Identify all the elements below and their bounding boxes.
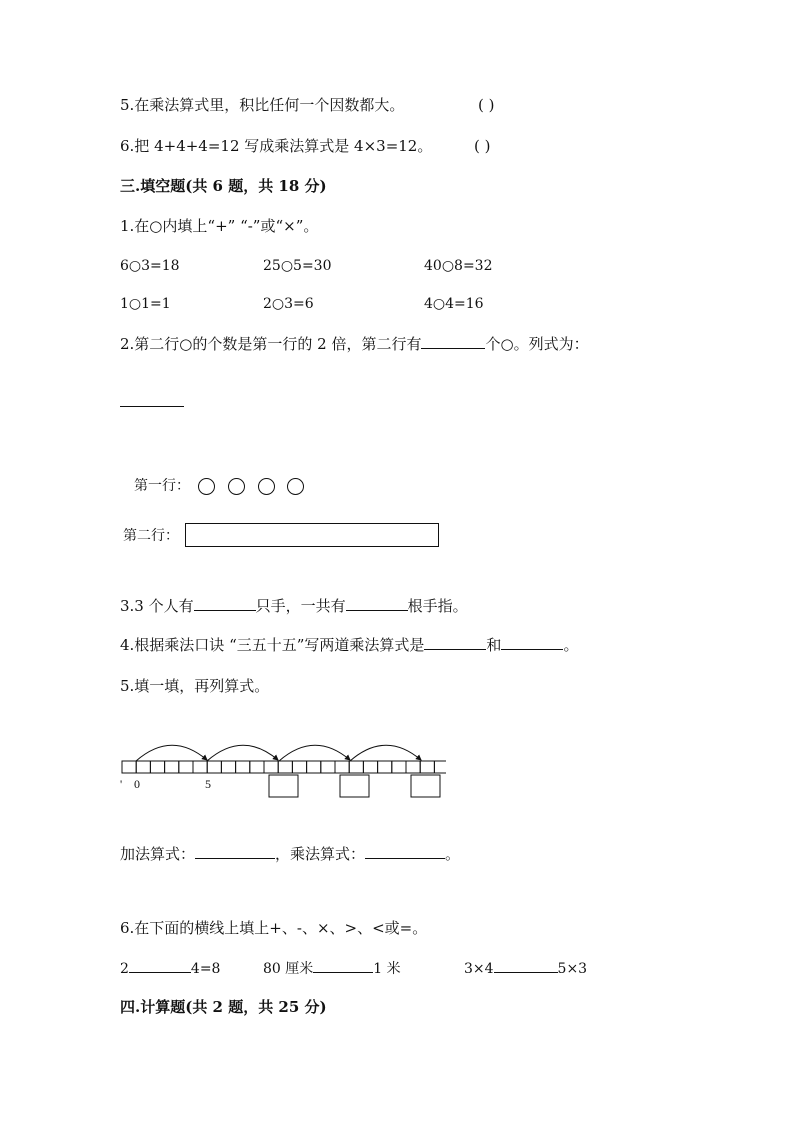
number-line-cell (179, 761, 193, 773)
answer-box-2[interactable] (340, 775, 369, 797)
row1-circle-2 (228, 478, 245, 495)
fill5-answer-part3: 。 (445, 845, 461, 863)
fill5-answer-part1: 加法算式： (120, 845, 196, 863)
fill4-blank-1[interactable] (424, 635, 486, 650)
fill6-item2-b: 1 米 (373, 961, 401, 977)
fill6-blank-1[interactable] (129, 958, 191, 973)
fill1-r1-c2: 25○5=30 (263, 258, 332, 274)
q5-answer-parens[interactable]: ( ) (478, 96, 495, 114)
tick-label-5: 5 (205, 777, 211, 791)
number-line-cell (420, 761, 434, 773)
number-line-cell (264, 761, 278, 773)
number-line-cell (250, 761, 264, 773)
number-line-cell (136, 761, 150, 773)
fill6-question: 6.在下面的横线上填上+、-、×、>、<或=。 (120, 919, 428, 937)
section4-title: 四.计算题(共 2 题，共 25 分) (120, 998, 327, 1016)
fill5-answer (120, 844, 460, 864)
number-line-start-mark: ' (120, 777, 123, 791)
fill2-question (120, 334, 589, 354)
number-line-cell (221, 761, 235, 773)
number-line-cell (193, 761, 207, 773)
fill2-row2-label: 第二行： (123, 528, 179, 544)
number-line-cell (406, 761, 420, 773)
answer-box-1[interactable] (269, 775, 298, 797)
number-line-cell (335, 761, 349, 773)
fill4-part2: 和 (486, 636, 502, 654)
number-line-figure (116, 738, 446, 802)
number-line-cell (392, 761, 406, 773)
jump-arc-3 (279, 745, 350, 761)
fill2-blank-count[interactable] (421, 334, 485, 349)
fill1-r2-c1: 1○1=1 (120, 296, 171, 312)
number-line-cell (321, 761, 335, 773)
number-line-cell (363, 761, 377, 773)
row1-circle-3 (258, 478, 275, 495)
fill1-r1-c3: 40○8=32 (424, 258, 493, 274)
fill5-question: 5.填一填，再列算式。 (120, 677, 270, 695)
fill5-answer-part2: ，乘法算式： (275, 845, 366, 863)
number-line-cell (292, 761, 306, 773)
section3-title: 三.填空题(共 6 题，共 18 分) (120, 177, 327, 195)
fill1-r2-c2: 2○3=6 (263, 296, 314, 312)
number-line-cell (207, 761, 221, 773)
fill5-blank-multiplication[interactable] (365, 844, 445, 859)
fill6-item1-a: 2 (120, 961, 129, 977)
fill5-blank-addition[interactable] (195, 844, 275, 859)
fill4-blank-2[interactable] (501, 635, 563, 650)
fill1-question: 1.在○内填上“+” “-”或“×”。 (120, 217, 319, 235)
number-line-cell (278, 761, 292, 773)
number-line-cell (434, 761, 446, 773)
q5-text: 5.在乘法算式里，积比任何一个因数都大。 (120, 96, 405, 114)
number-line-cell (378, 761, 392, 773)
jump-arc-2 (207, 745, 278, 761)
number-line-cell (150, 761, 164, 773)
fill3-blank-hands[interactable] (194, 596, 256, 611)
fill3-blank-fingers[interactable] (346, 596, 408, 611)
fill4-part3: 。 (563, 636, 579, 654)
jump-arc-4 (350, 745, 421, 761)
fill4-part1: 4.根据乘法口诀 “三五十五”写两道乘法算式是 (120, 636, 425, 654)
row1-circle-1 (198, 478, 215, 495)
answer-box-3[interactable] (411, 775, 440, 797)
fill6-item2 (263, 958, 401, 979)
jump-arc-1 (136, 745, 207, 761)
fill1-r1-c1: 6○3=18 (120, 258, 180, 274)
fill4-question (120, 635, 578, 655)
number-line-answer-boxes (269, 775, 440, 797)
number-line-cell (307, 761, 321, 773)
fill6-item3-b: 5×3 (557, 961, 588, 977)
fill1-r2-c3: 4○4=16 (424, 296, 484, 312)
fill3-part1: 3.3 个人有 (120, 597, 194, 615)
fill3-question (120, 596, 468, 616)
row1-circle-4 (287, 478, 304, 495)
fill6-item2-a: 80 厘米 (263, 961, 314, 977)
number-line-cells (122, 761, 446, 773)
fill6-item1 (120, 958, 220, 979)
q6-text: 6.把 4+4+4=12 写成乘法算式是 4×3=12。 (120, 137, 433, 155)
fill2-question-part2: 个○。列式为： (485, 335, 589, 353)
number-line-arcs (136, 745, 421, 761)
fill6-item3 (464, 958, 587, 979)
row2-drawing-box[interactable] (185, 523, 439, 547)
fill3-part2: 只手，一共有 (255, 597, 346, 615)
number-line-cell (349, 761, 363, 773)
number-line-cell (236, 761, 250, 773)
fill6-item3-a: 3×4 (464, 961, 494, 977)
fill6-blank-2[interactable] (313, 958, 373, 973)
fill6-blank-3[interactable] (494, 958, 558, 973)
tick-label-0: 0 (134, 777, 140, 791)
fill6-item1-b: 4=8 (190, 961, 221, 977)
fill2-blank-formula[interactable] (120, 406, 184, 407)
fill3-part3: 根手指。 (407, 597, 468, 615)
q6-answer-parens[interactable]: ( ) (474, 137, 491, 155)
number-line-cell (122, 761, 136, 773)
fill2-question-part1: 2.第二行○的个数是第一行的 2 倍，第二行有 (120, 335, 422, 353)
fill2-row1-label: 第一行： (134, 478, 190, 494)
number-line-cell (165, 761, 179, 773)
